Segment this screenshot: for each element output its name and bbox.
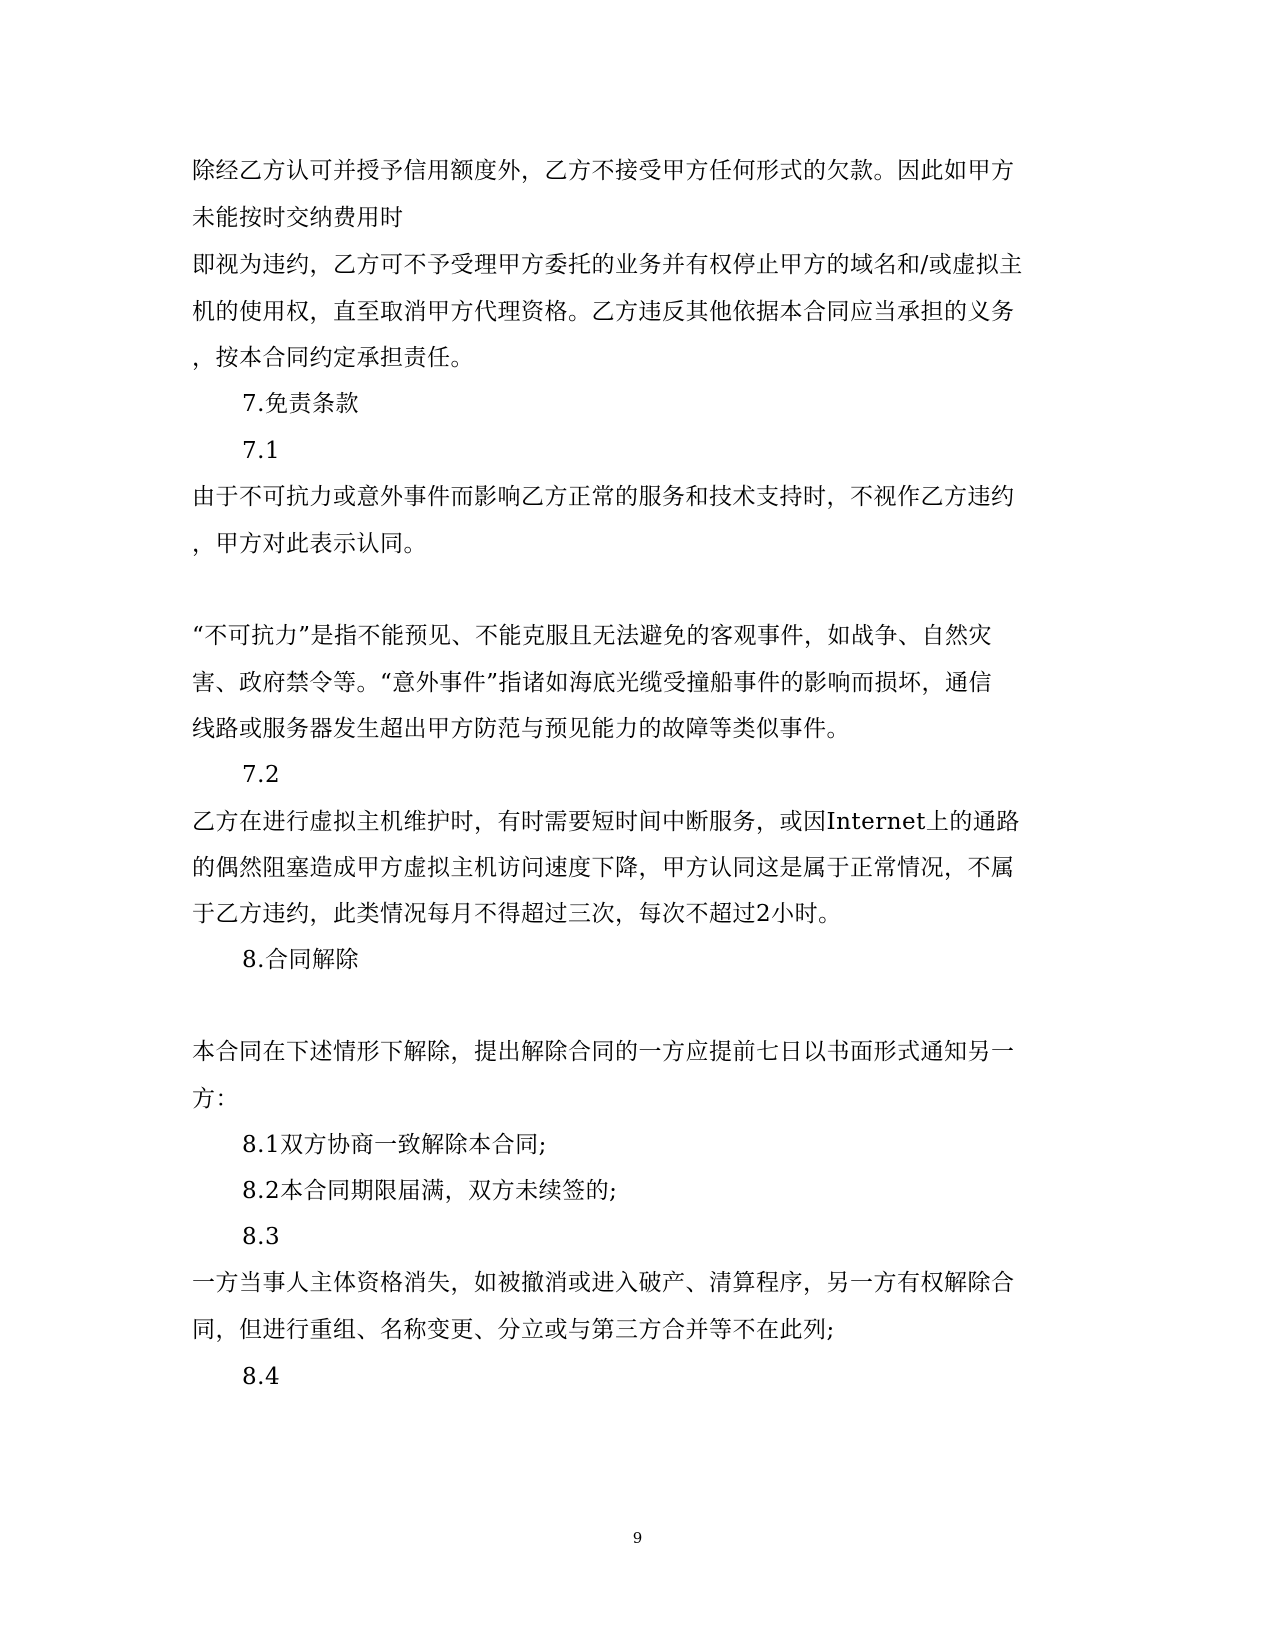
clause-8-1: 8.1双方协商一致解除本合同; [242, 1132, 547, 1158]
body-text-line: 由于不可抗力或意外事件而影响乙方正常的服务和技术支持时，不视作乙方违约 [192, 484, 1015, 510]
body-text-line: 本合同在下述情形下解除，提出解除合同的一方应提前七日以书面形式通知另一 [192, 1039, 1015, 1065]
clause-number-7-2: 7.2 [242, 762, 281, 788]
body-text-line: 线路或服务器发生超出甲方防范与预见能力的故障等类似事件。 [192, 716, 850, 742]
clause-number-8-3: 8.3 [242, 1224, 281, 1250]
body-text-line: 同，但进行重组、名称变更、分立或与第三方合并等不在此列; [192, 1317, 835, 1343]
body-text-line: “不可抗力”是指不能预见、不能克服且无法避免的客观事件，如战争、自然灾 [192, 623, 993, 649]
body-text-line: 于乙方违约，此类情况每月不得超过三次，每次不超过2小时。 [192, 901, 842, 927]
body-text-line: 一方当事人主体资格消失，如被撤消或进入破产、清算程序，另一方有权解除合 [192, 1270, 1015, 1296]
body-text-line: 未能按时交纳费用时 [192, 205, 404, 231]
body-text-line: 除经乙方认可并授予信用额度外，乙方不接受甲方任何形式的欠款。因此如甲方 [192, 158, 1015, 184]
body-text-line: 机的使用权，直至取消甲方代理资格。乙方违反其他依据本合同应当承担的义务 [192, 299, 1015, 325]
body-text-line: 的偶然阻塞造成甲方虚拟主机访问速度下降，甲方认同这是属于正常情况，不属 [192, 855, 1015, 881]
clause-number-7-1: 7.1 [242, 438, 281, 464]
section-heading-8: 8.合同解除 [242, 947, 359, 973]
section-heading-7: 7.免责条款 [242, 391, 359, 417]
body-text-line: 即视为违约，乙方可不予受理甲方委托的业务并有权停止甲方的域名和/或虚拟主 [192, 252, 1023, 278]
clause-number-8-4: 8.4 [242, 1364, 281, 1390]
body-text-line: 害、政府禁令等。“意外事件”指诸如海底光缆受撞船事件的影响而损坏，通信 [192, 670, 993, 696]
clause-8-2: 8.2本合同期限届满，双方未续签的; [242, 1178, 618, 1204]
page-number: 9 [632, 1529, 643, 1547]
body-text-line: ，按本合同约定承担责任。 [192, 345, 474, 371]
body-text-line: ，甲方对此表示认同。 [192, 531, 427, 557]
body-text-line: 方： [192, 1086, 239, 1112]
body-text-line: 乙方在进行虚拟主机维护时，有时需要短时间中断服务，或因Internet上的通路 [192, 809, 1020, 835]
